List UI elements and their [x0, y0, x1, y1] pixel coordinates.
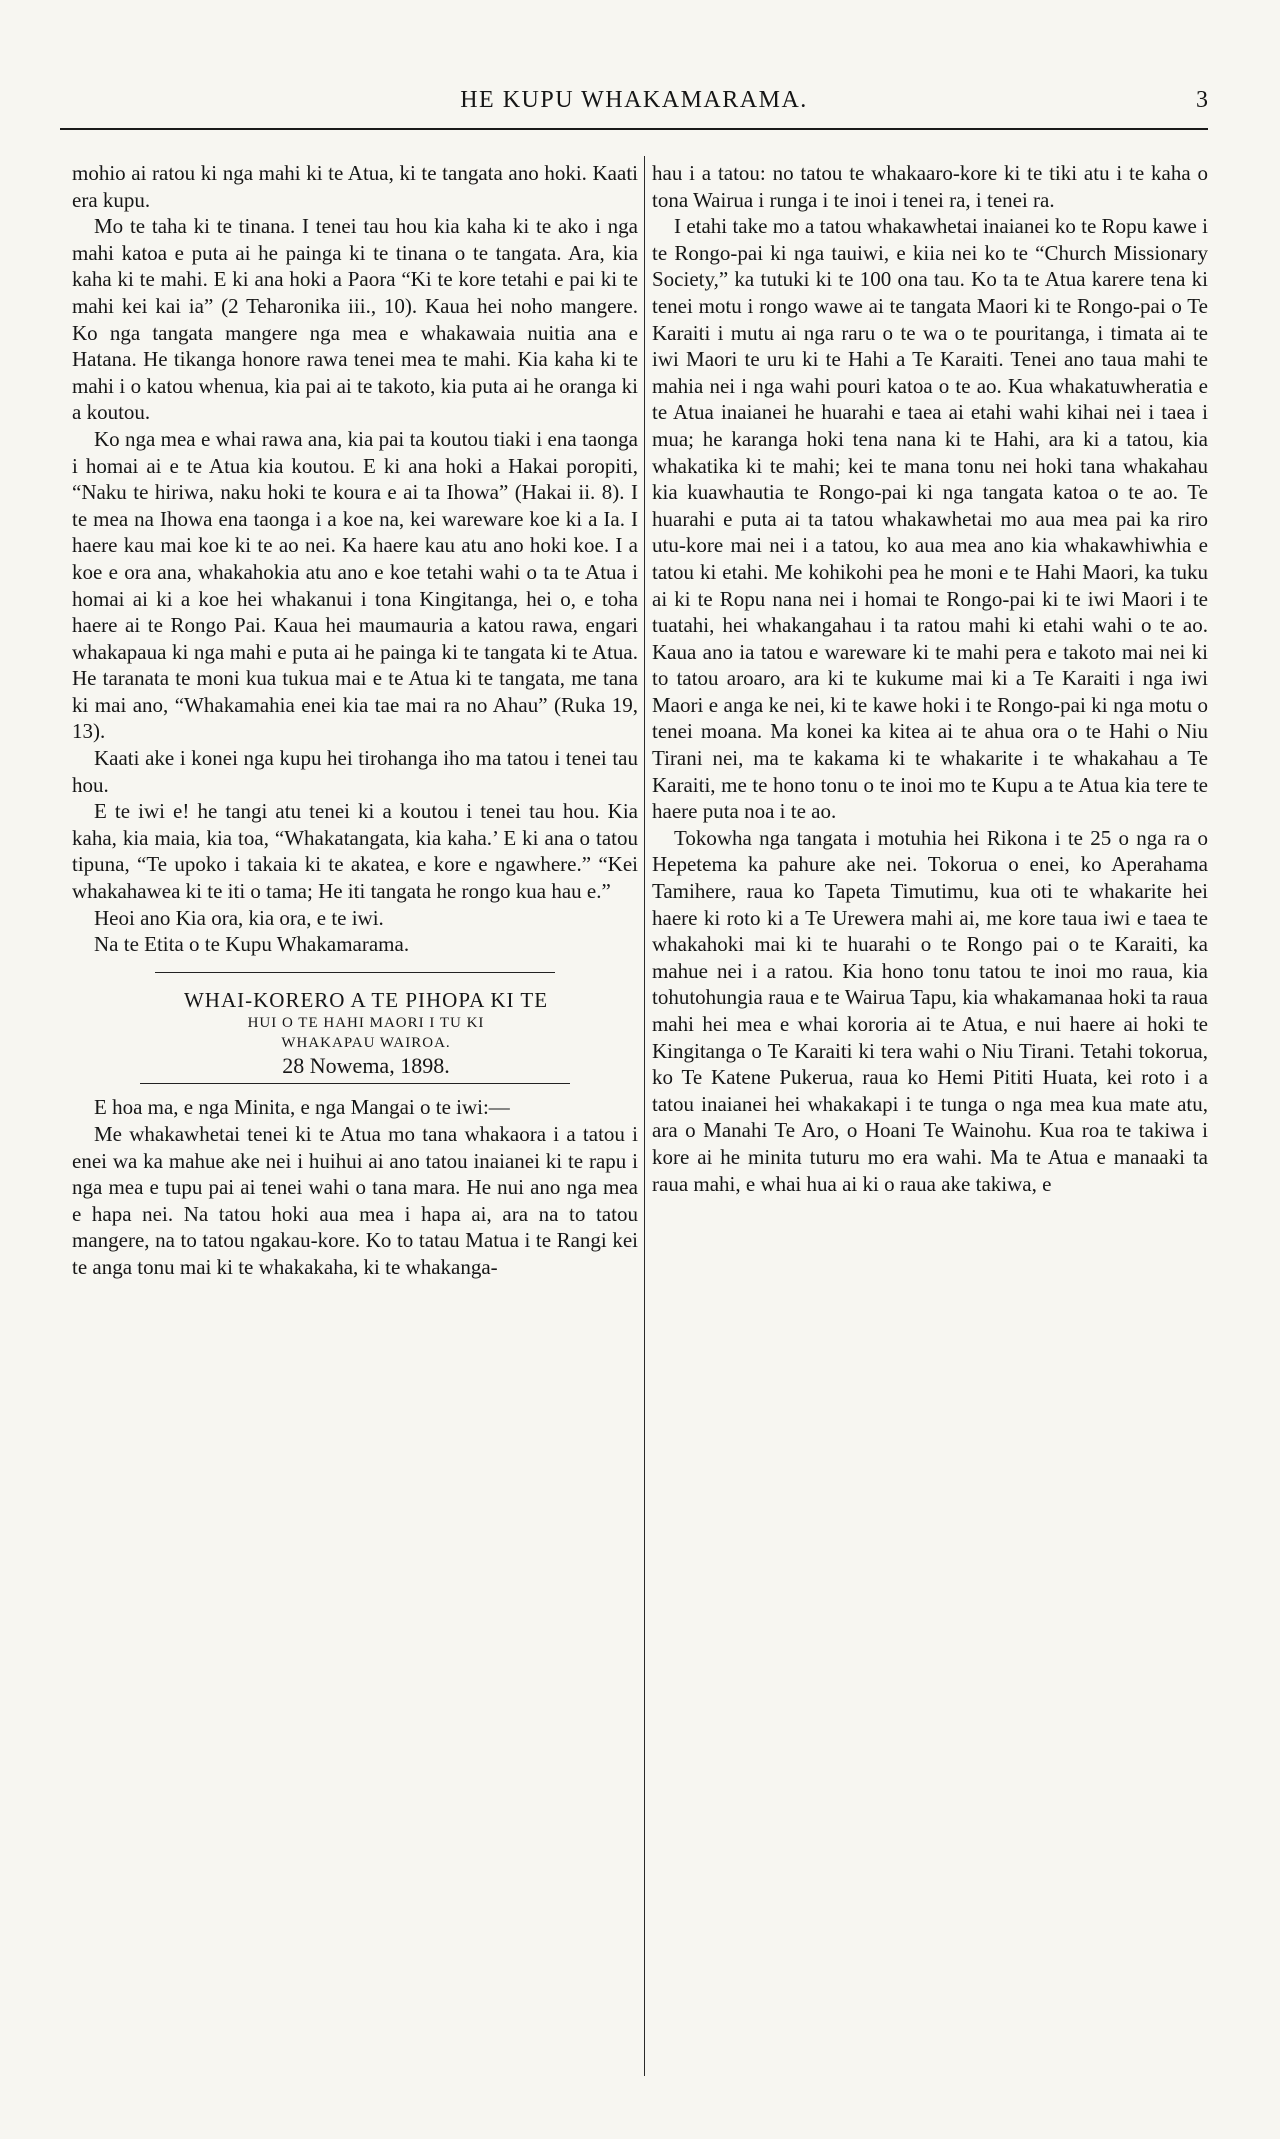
- right-column: [652, 160, 1208, 1197]
- running-title: HE KUPU WHAKAMARAMA.: [460, 87, 808, 113]
- article-heading: WHAI-KORERO A TE PIHOPA KI TE: [183, 987, 549, 1012]
- column-divider: [644, 156, 645, 2076]
- page-header: [60, 84, 1208, 126]
- paragraph: Tokowha nga tangata i motuhia hei Rikona i te 25 o nga ra o Hepetema ka pahure ake nei. Tokorua o enei, ko Aperahama Tamihere, raua ko Tapeta Timutimu, kua oti te whakarite hei haere ki roto ki a Te Urewera mahi ai, me kore taua iwi e taea te whakahoki mai ki te huarahi o te Rongo pai o te Karaiti, ka mahue nei i a ratou. Kia hono tonu tatou te inoi mo raua, kia tohutohungia raua e te Wairua Tapu, kia whakamanaa hoki ta raua mahi hei mea e whai kororia ai te Atua, e nui haere ai hoki te Kingitanga o Te Karaiti ki tera wahi o Niu Tirani. Tetahi tokorua, ko Te Katene Pukerua, raua ko Hemi Pititi Huata, kei roto i a tatou inaianei hei whakakapi i te tunga o nga mea kua mate atu, ara o Manahi Te Aro, o Hoani Te Wainohu. Kua roa te takiwa i kore ai he minita tuturu mo era wahi. Ma te Atua e manaaki ta raua mahi, e whai hua ai ki o raua ake takiwa, e: [652, 825, 1208, 1196]
- paragraph: Mo te taha ki te tinana. I tenei tau hou kia kaha ki te ako i nga mahi katoa e puta ai he painga ki te tinana o te tangata. Ara, kia kaha ki te mahi. E ki ana hoki a Paora “Ki te kore tetahi e pai ki te mahi kei kai ia” (2 Teharonika iii., 10). Kaua hei noho mangere. Ko nga tangata mangere nga mea e whakawaia nuitia ana e Hatana. He tikanga honore rawa tenei mea te mahi. Kia kaha ki te mahi i o katou whenua, kia pai ai te takoto, kia puta ai he oranga ki a koutou.: [72, 214, 638, 425]
- paragraph: Kaati ake i konei nga kupu hei tirohanga iho ma tatou i tenei tau hou.: [72, 746, 638, 797]
- paragraph: E hoa ma, e nga Minita, e nga Mangai o te iwi:—: [94, 1095, 510, 1120]
- article-subheading: HUI O TE HAHI MAORI I TU KI: [247, 1014, 485, 1031]
- paragraph: mohio ai ratou ki nga mahi ki te Atua, ki te tangata ano hoki. Kaati era kupu.: [72, 161, 638, 212]
- article-date: 28 Nowema, 1898.: [282, 1052, 450, 1078]
- editor-signature: Na te Etita o te Kupu Whakamarama.: [94, 932, 410, 957]
- paragraph: I etahi take mo a tatou whakawhetai inaianei ko te Ropu kawe i te Rongo-pai ki nga tauiwi, e kiia nei ko te “Church Missionary Society,” ka tutuki ki te 100 ona tau. Ko ta te Atua karere tena ki tenei motu i rongo wawe ai te tangata Maori ki te Rongo-pai o Te Karaiti i mutu ai nga raru o te wa o te pouritanga, i timata ai te iwi Maori te uru ki te Hahi a Te Karaiti. Tenei ano taua mahi te mahia nei i nga wahi pouri katoa o te ao. Kua whakatuwheratia e te Atua inaianei he huarahi e taea ai etahi wahi kihai nei i taea i mua; he karanga hoki tena nana ki te Hahi, ara ki a tatou, kia whakatika ki te mahi; kei te mana tonu nei hoki tana whakahau kia kuawhautia te Rongo-pai ki nga tangata katoa o te ao. Te huarahi e puta ai ta tatou whakawhetai mo aua mea pai ka riro utu-kore mai nei i a tatou, ko aua mea ano kia whakawhiwhia e tatou ki etahi. Me kohikohi pea he moni e te Hahi Maori, ka tuku ai ki te Ropu nana nei i homai te Rongo-pai ki te iwi Maori i te tuatahi, hei whakangahau i ta ratou mahi ki etahi wahi o te ao. Kaua ano ia tatou e wareware ki te mahi pera e takoto mai nei ki to tatou aroaro, ara ki te kukume mai ki a Te Karaiti i nga iwi Maori e anga ke nei, ki te kawe hoki i te Rongo-pai ki nga motu o tenei moana. Ma konei ka kitea ai te ahua ora o te Hahi o Niu Tirani nei, ma te kakama ki te whakarite i te whakahau a Te Karaiti, me te hono tonu o te inoi mo te Kupu a te Atua kia tere te haere puta noa i te ao.: [652, 214, 1208, 824]
- article-subheading: WHAKAPAU WAIROA.: [281, 1034, 451, 1051]
- header-rule: [60, 128, 1208, 130]
- section-rule: [155, 972, 555, 973]
- left-column: [72, 160, 638, 1281]
- paragraph: Ko nga mea e whai rawa ana, kia pai ta koutou tiaki i ena taonga i homai ai e te Atua kia koutou. E ki ana hoki a Hakai poropiti, “Naku te hiriwa, naku hoki te koura e ai ta Ihowa” (Hakai ii. 8). I te mea na Ihowa ena taonga i a koe na, kei wareware koe ki a Ia. I haere kau mai koe ki te ao nei. Ka haere kau atu ano hoki koe. I a koe e ora ana, whakahokia atu ano e koe tetahi wahi o ta te Atua i homai ai ki a koe hei whakanui i tona Kingitanga, hei o, e toha haere ai te Rongo Pai. Kaua hei maumauria a katou rawa, engari whakapaua ki nga mahi e puta ai he painga ki te tangata ki te Atua. He taranata te moni kua tukua mai e te Atua ki te tangata, me tana ki mai ano, “Whakamahia enei kia tae mai ra no Ahau” (Ruka 19, 13).: [72, 426, 638, 744]
- date-rule: [140, 1083, 570, 1084]
- paragraph: Me whakawhetai tenei ki te Atua mo tana whakaora i a tatou i enei wa ka mahue ake nei i huihui ai ano tatou inaianei ki te rapu i nga mea e tupu pai ai tenei wahi o tana mara. He nui ano nga mea e hapa nei. Na tatou hoki aua mea i hapa ai, ara na to tatou mangere, na to tatou ngakau-kore. Ko to tatau Matua i te Rangi kei te anga tonu mai ki te whakakaha, ki te whakanga-: [72, 1122, 638, 1279]
- paragraph: hau i a tatou: no tatou te whakaaro-kore ki te tiki atu i te kaha o tona Wairua i runga i te inoi i tenei ra, i tenei ra.: [652, 161, 1208, 212]
- paragraph: E te iwi e! he tangi atu tenei ki a koutou i tenei tau hou. Kia kaha, kia maia, kia toa, “Whakatangata, kia kaha.’ E ki ana o tatou tipuna, “Te upoko i takaia ki te akatea, e kore e ngawhere.” “Kei whakahawea ki te iti o tama; He iti tangata he rongo kua hau e.”: [72, 799, 638, 904]
- page-number: 3: [1196, 87, 1208, 113]
- closing-line: Heoi ano Kia ora, kia ora, e te iwi.: [94, 905, 384, 930]
